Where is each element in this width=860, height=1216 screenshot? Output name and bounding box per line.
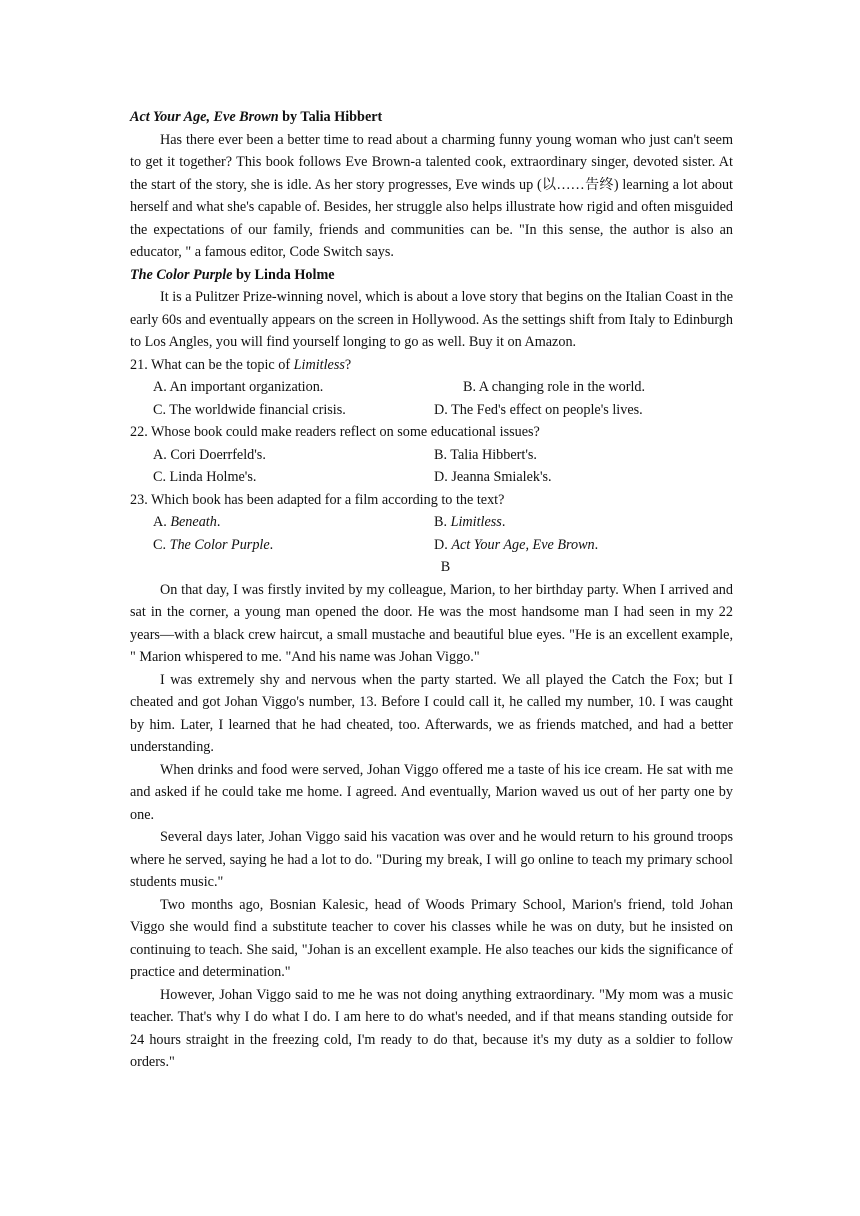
document-page xyxy=(130,106,733,1074)
options-row xyxy=(153,534,733,557)
options-row xyxy=(153,444,733,467)
story-paragraph: However, Johan Viggo said to me he was not doing anything extraordinary. "My mom was a music teacher. That's why I do what I do. I am here to do what's needed, and if that means standing outside for 24 hours straight in the freezing cold, I'm ready to do that, because it's my duty as a soldier to follow orders." xyxy=(130,986,733,1070)
option-a[interactable]: A. Cori Doerrfeld's. xyxy=(153,446,266,463)
section-heading: B xyxy=(440,559,451,575)
story-paragraph: I was extremely shy and nervous when the party started. We all played the Catch the Fox; but I cheated and got Johan Viggo's number, 13. Before I could call it, he called my number, 10. I was caught by him. Later, I learned that he had cheated, too. Afterwards, we as friends matched, and had a better understanding. xyxy=(130,671,733,755)
story-paragraph: On that day, I was firstly invited by my colleague, Marion, to her birthday party. When I arrived and sat in the corner, a young man opened the door. He was the most handsome man I had seen in my 22 years—with a black crew haircut, a small mustache and beautiful blue eyes. "He is an excellent example, " Marion whispered to me. "And his name was Johan Viggo." xyxy=(130,581,733,665)
book-heading-eve-brown xyxy=(130,106,733,129)
question-22: 22. Whose book could make readers reflect on some educational issues? xyxy=(130,424,540,440)
book-description: Has there ever been a better time to read about a charming funny young woman who just can't seem to get it together? This book follows Eve Brown-a talented cook, extraordinary singer, devoted sister. At the start of the story, she is idle. As her story progresses, Eve winds up (以……告终) learning a lot about herself and what she's capable of. Besides, her struggle also helps illustrate how rigid and often misguided the expectations of our family, friends and communities can be. "In this sense, the author is also an educator, " a famous editor, Code Switch says. xyxy=(130,131,734,260)
book-author: by Linda Holme xyxy=(232,266,335,283)
option-d[interactable]: D. The Fed's effect on people's lives. xyxy=(434,401,643,418)
option-d[interactable]: D. Jeanna Smialek's. xyxy=(434,469,552,485)
book-author: by Talia Hibbert xyxy=(278,109,383,125)
options-row xyxy=(153,399,733,422)
option-c[interactable]: C. Linda Holme's. xyxy=(153,469,257,485)
book-description: It is a Pulitzer Prize-winning novel, which is about a love story that begins on the Italian Coast in the early 60s and eventually appears on the screen in Hollywood. As the settings shift from Italy to Edinburgh to Los Angles, you will find yourself longing to go as well. Buy it on Amazon. xyxy=(130,289,733,350)
options-row xyxy=(153,511,733,534)
option-c[interactable]: C. The Color Purple. xyxy=(153,536,274,553)
options-row xyxy=(153,466,733,489)
question-23: 23. Which book has been adapted for a film according to the text? xyxy=(130,491,505,508)
option-a[interactable]: A. An important organization. xyxy=(153,379,324,395)
book-heading-color-purple xyxy=(130,264,733,287)
options-row xyxy=(153,376,733,399)
story-paragraph: Several days later, Johan Viggo said his vacation was over and he would return to his ground troops where he served, saying he had a lot to do. "During my break, I will go online to teach my primary school students music." xyxy=(130,829,733,890)
story-paragraph: When drinks and food were served, Johan Viggo offered me a taste of his ice cream. He sat with me and asked if he could take me home. I agreed. And eventually, Marion waved us out of her party one by one. xyxy=(130,761,733,823)
book-title: The Color Purple xyxy=(130,266,233,283)
option-a[interactable]: A. Beneath. xyxy=(153,514,221,530)
option-b[interactable]: B. A changing role in the world. xyxy=(463,379,646,395)
question-21: 21. What can be the topic of Limitless? xyxy=(130,356,352,373)
story-paragraph: Two months ago, Bosnian Kalesic, head of Woods Primary School, Marion's friend, told Johan Viggo she would find a substitute teacher to cover his classes while he was on duty, but he insisted on continuing to teach. She said, "Johan is an excellent example. He also teaches our kids the significance of practice and determination." xyxy=(130,896,733,980)
option-b[interactable]: B. Talia Hibbert's. xyxy=(434,446,537,463)
option-d[interactable]: D. Act Your Age, Eve Brown. xyxy=(434,536,599,553)
option-b[interactable]: B. Limitless. xyxy=(434,514,506,530)
book-title: Act Your Age, Eve Brown xyxy=(130,109,279,125)
option-c[interactable]: C. The worldwide financial crisis. xyxy=(153,401,346,418)
